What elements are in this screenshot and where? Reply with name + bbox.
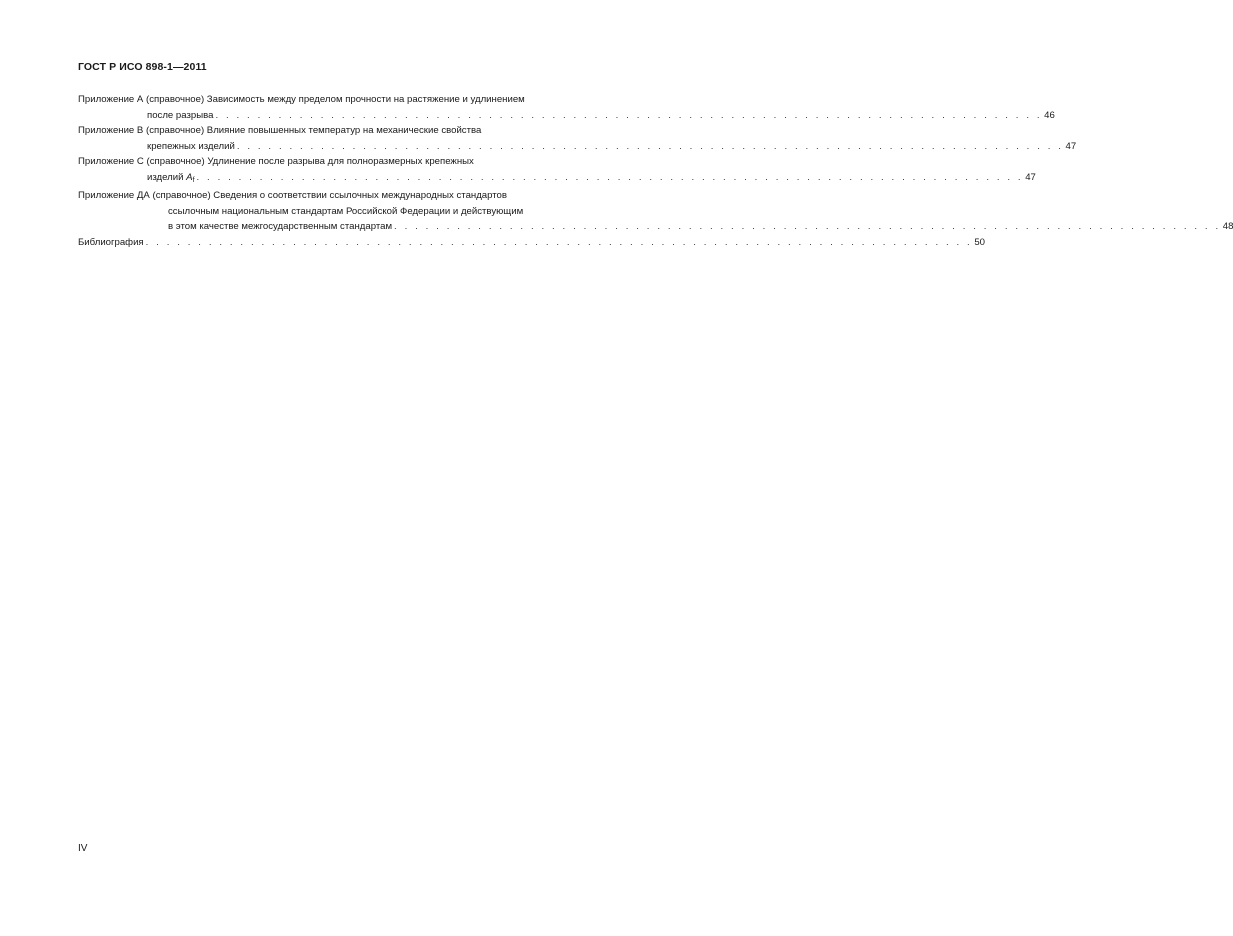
toc-entry-appendix-c[interactable] <box>78 154 1036 188</box>
toc-entry-label: Приложение С <box>78 156 144 167</box>
toc-entry-appendix-b[interactable] <box>78 123 1077 154</box>
toc-page-number: 48 <box>1222 221 1233 232</box>
toc-entry-appendix-da[interactable] <box>78 188 1233 235</box>
toc-entry-bibliography[interactable] <box>78 235 985 251</box>
toc-page-number: 46 <box>1044 109 1055 121</box>
toc-entry-title-continuation: крепежных изделий <box>147 140 235 152</box>
toc-leader-dots: . . . . . . . . . . . . . . . . . . . . . . . . . . . . . . . . . . . . . . . . . . . . . . . . . . . . . . . . . . . . . . . . . . . . . . . . . . . . . . . <box>215 109 1043 121</box>
toc-page-number: 50 <box>974 236 985 248</box>
elongation-symbol: A <box>186 171 193 183</box>
toc-leader-dots: . . . . . . . . . . . . . . . . . . . . . . . . . . . . . . . . . . . . . . . . . . . . . . . . . . . . . . . . . . . . . . . . . . . . . . . . . . . . . . . <box>394 221 1221 232</box>
toc-entry-title-prefix: изделий <box>147 171 187 183</box>
page-header-standard-number: ГОСТ Р ИСО 898-1—2011 <box>78 61 207 73</box>
toc-page-number: 47 <box>1065 140 1077 152</box>
toc-entry-title: (справочное) Влияние повышенных температур на механические свойства <box>143 125 482 136</box>
toc-entry-title-continuation <box>147 170 195 189</box>
toc-entry-title: (справочное) Зависимость между пределом прочности на растяжение и удлинением <box>143 94 525 105</box>
toc-entry-title: (справочное) Сведения о соответствии ссылочных международных стандартов <box>149 190 507 201</box>
page-number-footer: IV <box>78 843 88 854</box>
toc-entry-title: (справочное) Удлинение после разрыва для полноразмерных крепежных <box>143 156 474 167</box>
toc-entry-label: Приложение А <box>78 94 144 105</box>
toc-entry-title-continuation: ссылочным национальным стандартам Российской Федерации и действующим <box>168 205 524 217</box>
toc-entry-title-continuation: после разрыва <box>147 109 214 121</box>
toc-leader-dots: . . . . . . . . . . . . . . . . . . . . . . . . . . . . . . . . . . . . . . . . . . . . . . . . . . . . . . . . . . . . . . . . . . . . . . . . . . . . . . . <box>145 236 973 248</box>
toc-page-number: 47 <box>1025 171 1036 183</box>
table-of-contents <box>78 92 1233 250</box>
toc-leader-dots: . . . . . . . . . . . . . . . . . . . . . . . . . . . . . . . . . . . . . . . . . . . . . . . . . . . . . . . . . . . . . . . . . . . . . . . . . . . . . . . <box>196 171 1024 183</box>
toc-entry-label: Библиография <box>78 236 144 248</box>
elongation-symbol-subscript: f <box>192 176 195 184</box>
toc-entry-title-continuation: в этом качестве межгосударственным стандартам <box>168 221 393 232</box>
toc-entry-label: Приложение В <box>78 125 144 136</box>
toc-entry-label: Приложение ДА <box>78 190 150 201</box>
toc-leader-dots: . . . . . . . . . . . . . . . . . . . . . . . . . . . . . . . . . . . . . . . . . . . . . . . . . . . . . . . . . . . . . . . . . . . . . . . . . . . . . . . <box>236 140 1064 152</box>
toc-entry-appendix-a[interactable] <box>78 92 1055 123</box>
